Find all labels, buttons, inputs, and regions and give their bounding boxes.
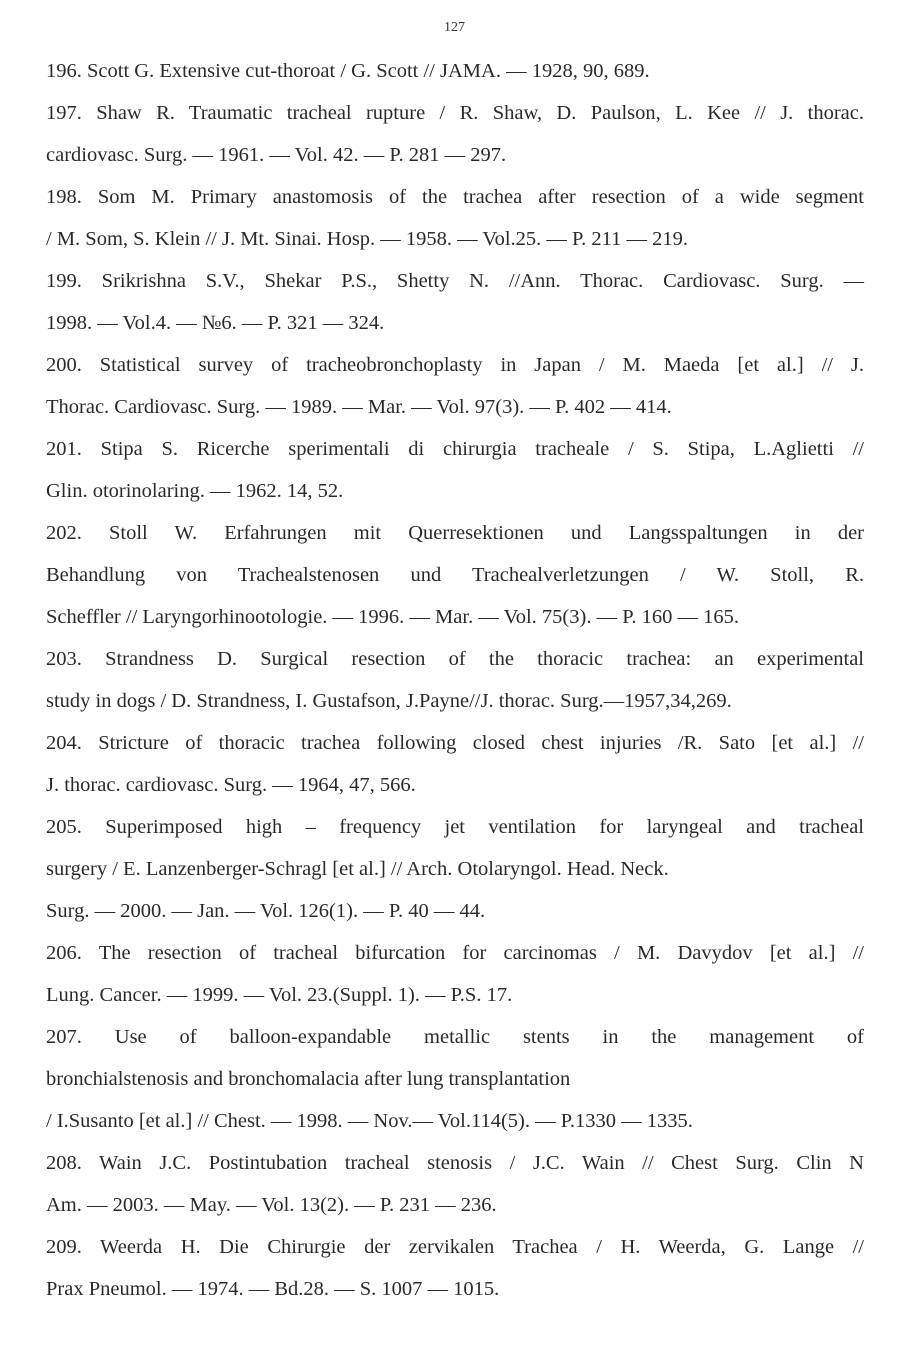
reference-line: 208. Wain J.C. Postintubation tracheal stenosis / J.C. Wain // Chest Surg. Clin N (46, 1152, 864, 1174)
reference-line: 203. Strandness D. Surgical resection of the thoracic trachea: an experimental (46, 648, 864, 670)
reference-line: Scheffler // Laryngorhinootologie. — 1996. — Mar. — Vol. 75(3). — P. 160 — 165. (46, 606, 739, 628)
reference-line: bronchialstenosis and bronchomalacia after lung transplantation (46, 1068, 571, 1090)
reference-line: surgery / E. Lanzenberger-Schragl [et al.] // Arch. Otolaryngol. Head. Neck. (46, 858, 669, 880)
reference-line: 201. Stipa S. Ricerche sperimentali di chirurgia tracheale / S. Stipa, L.Aglietti // (46, 438, 864, 460)
reference-line: / I.Susanto [et al.] // Chest. — 1998. — Nov.— Vol.114(5). — P.1330 — 1335. (46, 1110, 693, 1132)
reference-line: 202. Stoll W. Erfahrungen mit Querresektionen und Langsspaltungen in der (46, 522, 864, 544)
reference-line: 1998. — Vol.4. — №6. — P. 321 — 324. (46, 312, 385, 334)
reference-line: Prax Pneumol. — 1974. — Bd.28. — S. 1007 — 1015. (46, 1278, 500, 1300)
reference-line: 206. The resection of tracheal bifurcation for carcinomas / M. Davydov [et al.] // (46, 942, 864, 964)
reference-line: cardiovasc. Surg. — 1961. — Vol. 42. — P. 281 — 297. (46, 144, 507, 166)
reference-line: 209. Weerda H. Die Chirurgie der zervikalen Trachea / H. Weerda, G. Lange // (46, 1236, 864, 1258)
reference-line: 198. Som M. Primary anastomosis of the trachea after resection of a wide segment (46, 186, 864, 208)
reference-line: 200. Statistical survey of tracheobronchoplasty in Japan / M. Maeda [et al.] // J. (46, 354, 864, 376)
reference-line: 199. Srikrishna S.V., Shekar P.S., Shetty N. //Ann. Thorac. Cardiovasc. Surg. — (46, 270, 864, 292)
reference-line: Glin. otorinolaring. — 1962. 14, 52. (46, 480, 344, 502)
reference-line: Thorac. Cardiovasc. Surg. — 1989. — Mar. — Vol. 97(3). — P. 402 — 414. (46, 396, 672, 418)
reference-line: 204. Stricture of thoracic trachea following closed chest injuries /R. Sato [et al.] // (46, 732, 864, 754)
reference-line: Lung. Cancer. — 1999. — Vol. 23.(Suppl. 1). — P.S. 17. (46, 984, 513, 1006)
reference-line: Am. — 2003. — May. — Vol. 13(2). — P. 231 — 236. (46, 1194, 497, 1216)
reference-line: study in dogs / D. Strandness, I. Gustafson, J.Payne//J. thorac. Surg.—1957,34,269. (46, 690, 732, 712)
reference-line: 205. Superimposed high – frequency jet ventilation for laryngeal and tracheal (46, 816, 864, 838)
reference-line: 207. Use of balloon-expandable metallic stents in the management of (46, 1026, 864, 1048)
reference-line: Behandlung von Trachealstenosen und Trachealverletzungen / W. Stoll, R. (46, 564, 864, 586)
reference-line: 197. Shaw R. Traumatic tracheal rupture / R. Shaw, D. Paulson, L. Kee // J. thorac. (46, 102, 864, 124)
page-number: 127 (444, 20, 465, 35)
reference-line: / M. Som, S. Klein // J. Mt. Sinai. Hosp. — 1958. — Vol.25. — P. 211 — 219. (46, 228, 689, 250)
reference-line: 196. Scott G. Extensive cut-thoroat / G. Scott // JAMA. — 1928, 90, 689. (46, 60, 650, 82)
reference-line: Surg. — 2000. — Jan. — Vol. 126(1). — P. 40 — 44. (46, 900, 486, 922)
reference-line: J. thorac. cardiovasc. Surg. — 1964, 47, 566. (46, 774, 416, 796)
